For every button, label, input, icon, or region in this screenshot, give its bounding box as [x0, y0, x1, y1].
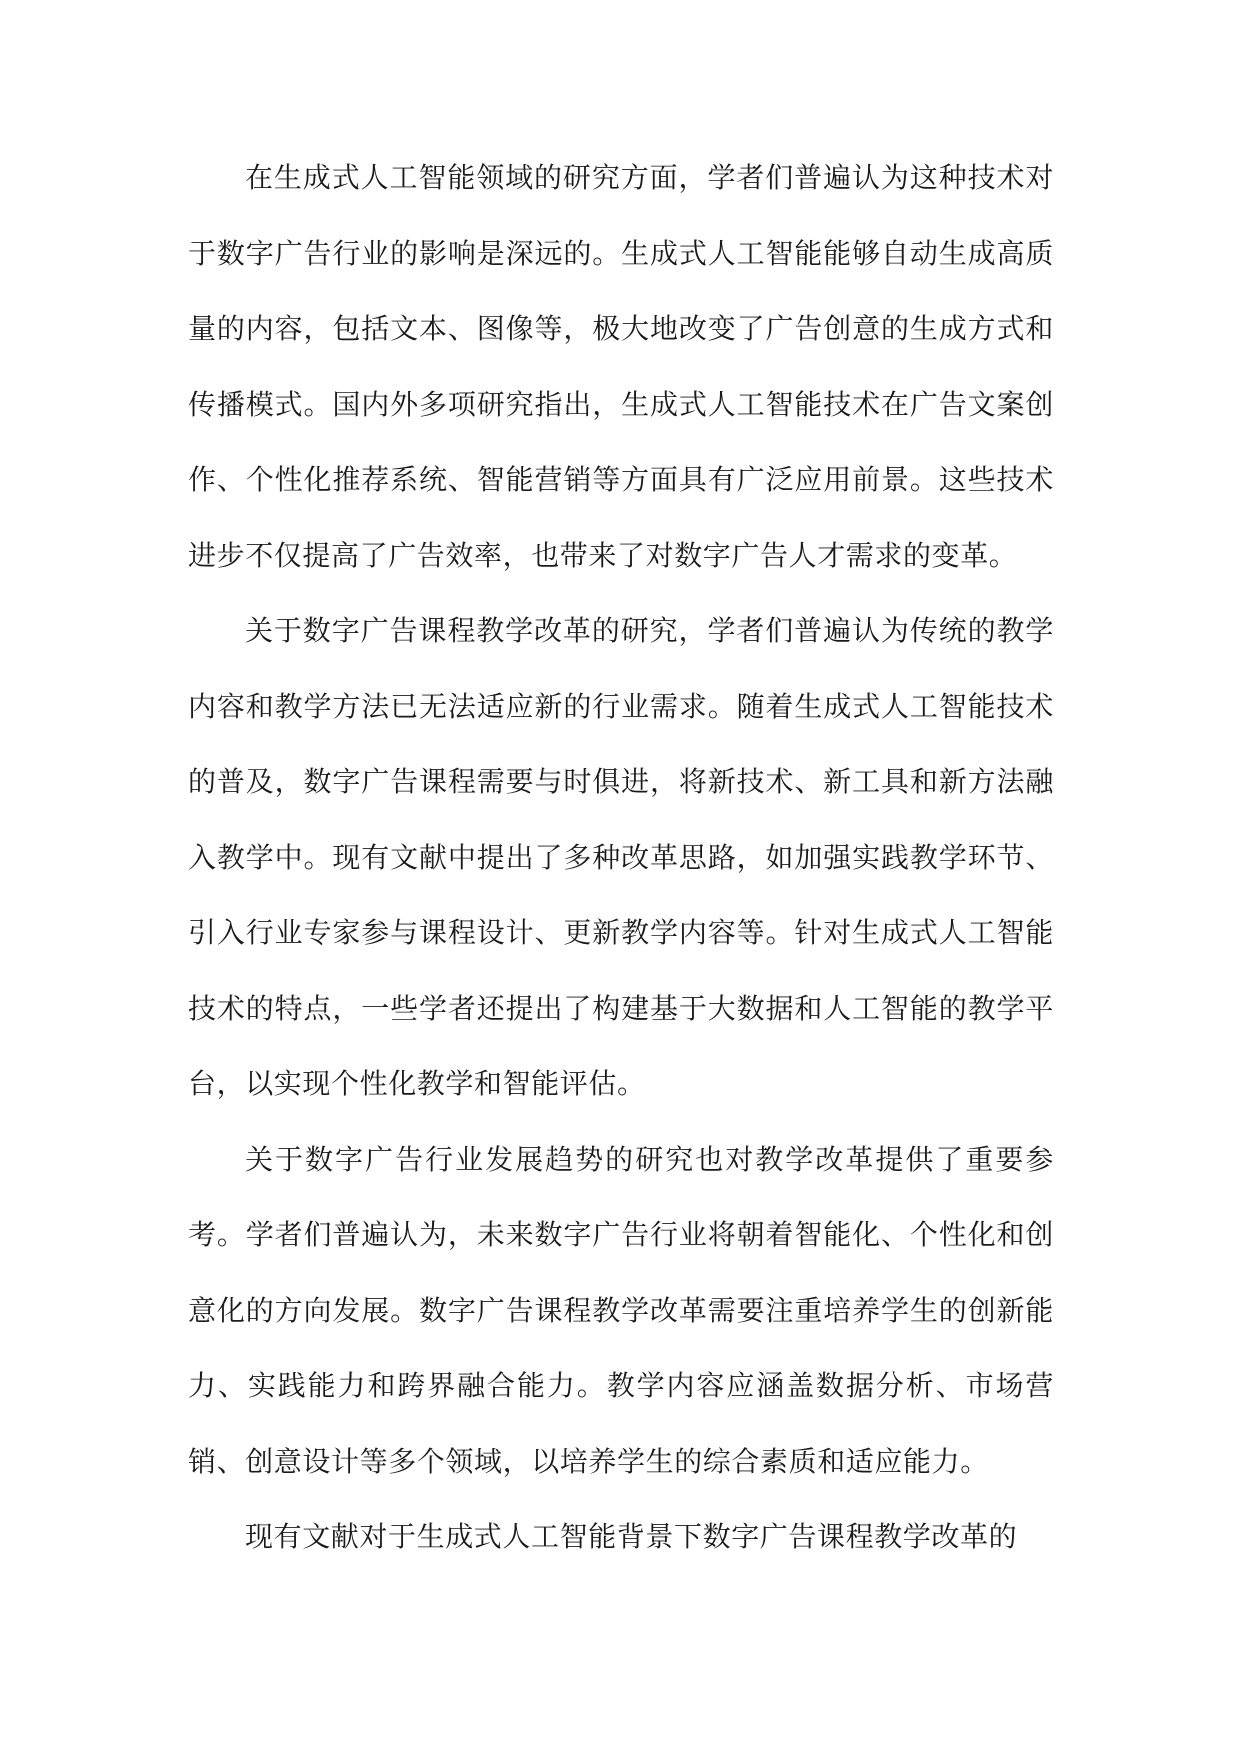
paragraph-curriculum-reform: 关于数字广告课程教学改革的研究，学者们普遍认为传统的教学内容和教学方法已无法适应新的行业需求。随着生成式人工智能技术的普及，数字广告课程需要与时俱进，将新技术、新工具和新方法融入教学中。现有文献中提出了多种改革思路，如加强实践教学环节、引入行业专家参与课程设计、更新教学内容等。针对生成式人工智能技术的特点，一些学者还提出了构建基于大数据和人工智能的教学平台，以实现个性化教学和智能评估。	[188, 614, 1054, 1100]
paragraph-literature-review: 现有文献对于生成式人工智能背景下数字广告课程教学改革的	[245, 1520, 1018, 1553]
document-body	[188, 140, 1054, 1575]
paragraph-industry-trends: 关于数字广告行业发展趋势的研究也对教学改革提供了重要参考。学者们普遍认为，未来数字广告行业将朝着智能化、个性化和创意化的方向发展。数字广告课程教学改革需要注重培养学生的创新能力、实践能力和跨界融合能力。教学内容应涵盖数据分析、市场营销、创意设计等多个领域，以培养学生的综合素质和适应能力。	[188, 1142, 1054, 1478]
paragraph-generative-ai-research: 在生成式人工智能领域的研究方面，学者们普遍认为这种技术对于数字广告行业的影响是深远的。生成式人工智能能够自动生成高质量的内容，包括文本、图像等，极大地改变了广告创意的生成方式和传播模式。国内外多项研究指出，生成式人工智能技术在广告文案创作、个性化推荐系统、智能营销等方面具有广泛应用前景。这些技术进步不仅提高了广告效率，也带来了对数字广告人才需求的变革。	[188, 161, 1054, 572]
